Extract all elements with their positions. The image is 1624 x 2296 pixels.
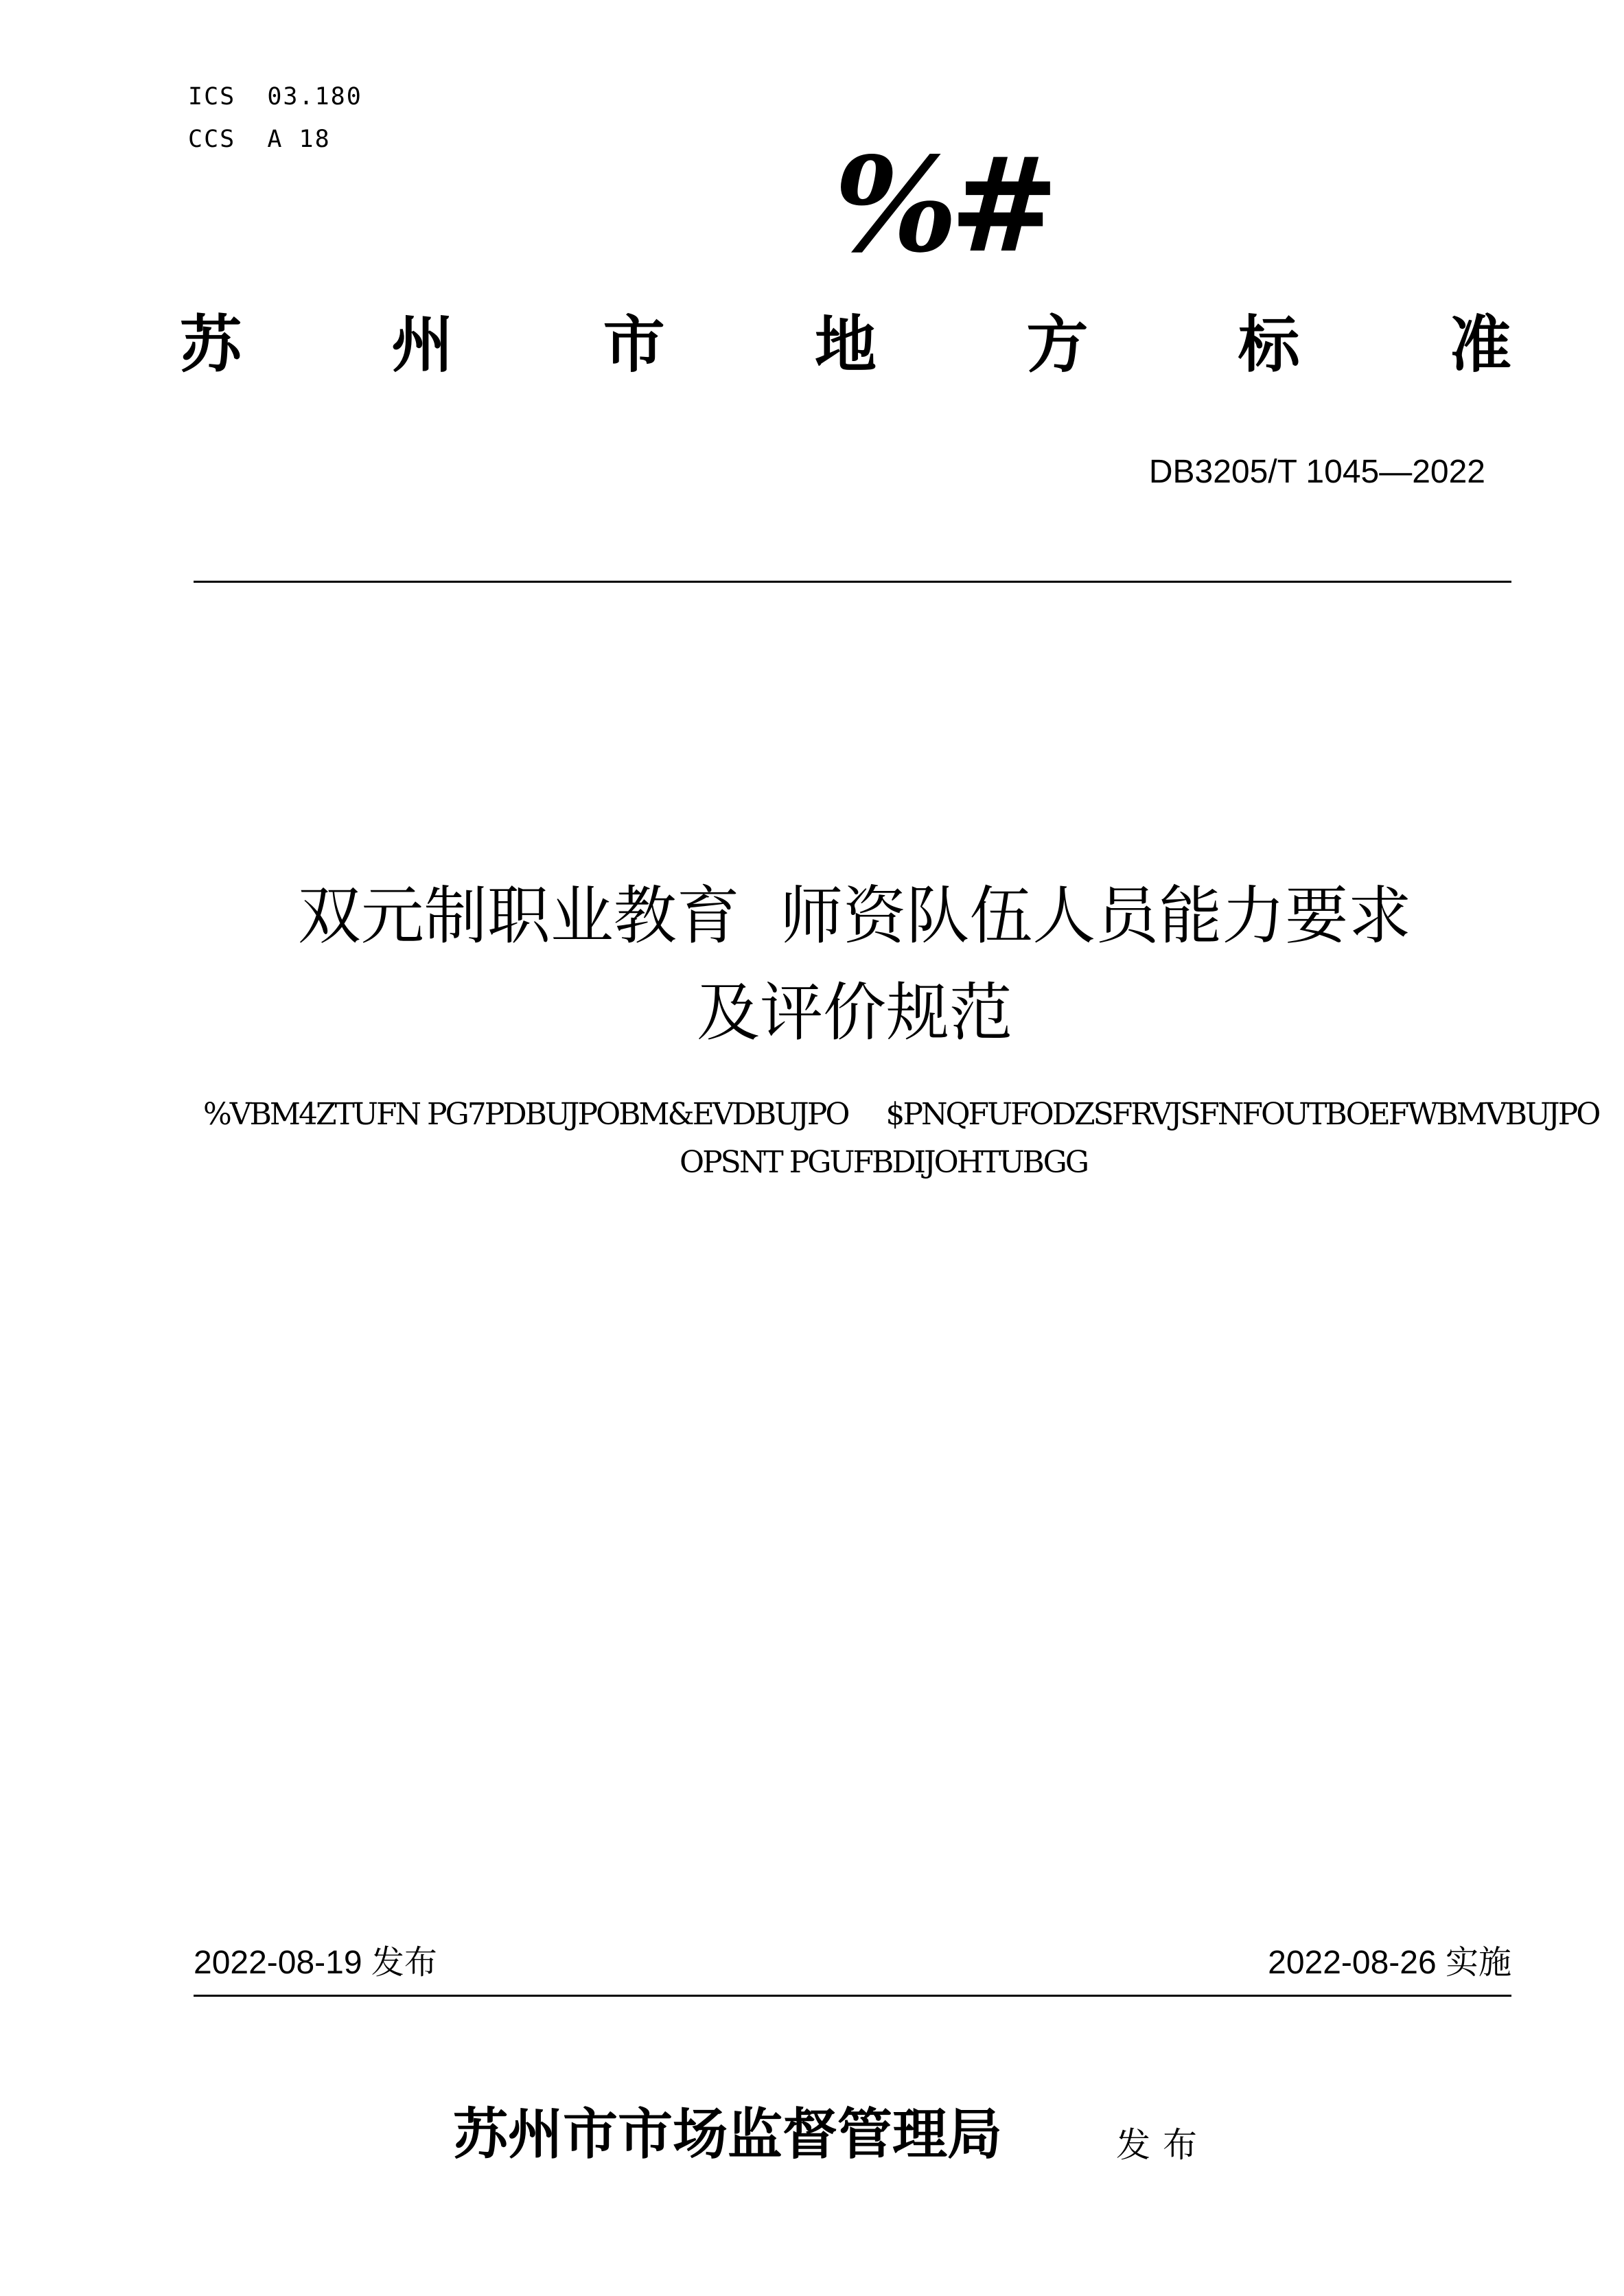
issuer-name: 苏州市市场监督管理局 (453, 2102, 1002, 2166)
ccs-code: CCS A 18 (188, 126, 331, 153)
issue-date: 2022-08-19 发布 (194, 1945, 437, 1981)
implementation-date: 2022-08-26 实施 (1268, 1945, 1511, 1981)
top-divider (194, 581, 1511, 583)
authority-char: 市 (603, 309, 665, 381)
title-cn-line2: 及评价规范 (696, 976, 1012, 1050)
authority-char: 地 (814, 309, 877, 381)
title-cn-line1: 双元制职业教育 师资队伍人员能力要求 (297, 879, 1412, 953)
authority-char: 州 (391, 309, 454, 381)
ics-code: ICS 03.180 (188, 83, 362, 111)
authority-char: 方 (1026, 309, 1089, 381)
authority-char: 标 (1238, 309, 1300, 381)
standard-logo: %# (834, 128, 1051, 281)
bottom-divider (194, 1995, 1511, 1997)
authority-char: 准 (1449, 309, 1511, 381)
issuer-suffix: 发布 (1116, 2125, 1209, 2165)
title-en-line1: %VBM4ZTUFN PG7PDBUJPOBM&EVDBUJPO $PNQFUFODZSFRVJSFNFOUTBOEFWBMVBUJPO (203, 1097, 1599, 1132)
authority-char: 苏 (180, 309, 242, 381)
standard-number: DB3205/T 1045—2022 (1148, 454, 1485, 490)
issuing-authority-header (180, 309, 1511, 381)
title-en-line2: OPSNT PGUFBDIJOHTUBGG (680, 1145, 1087, 1180)
